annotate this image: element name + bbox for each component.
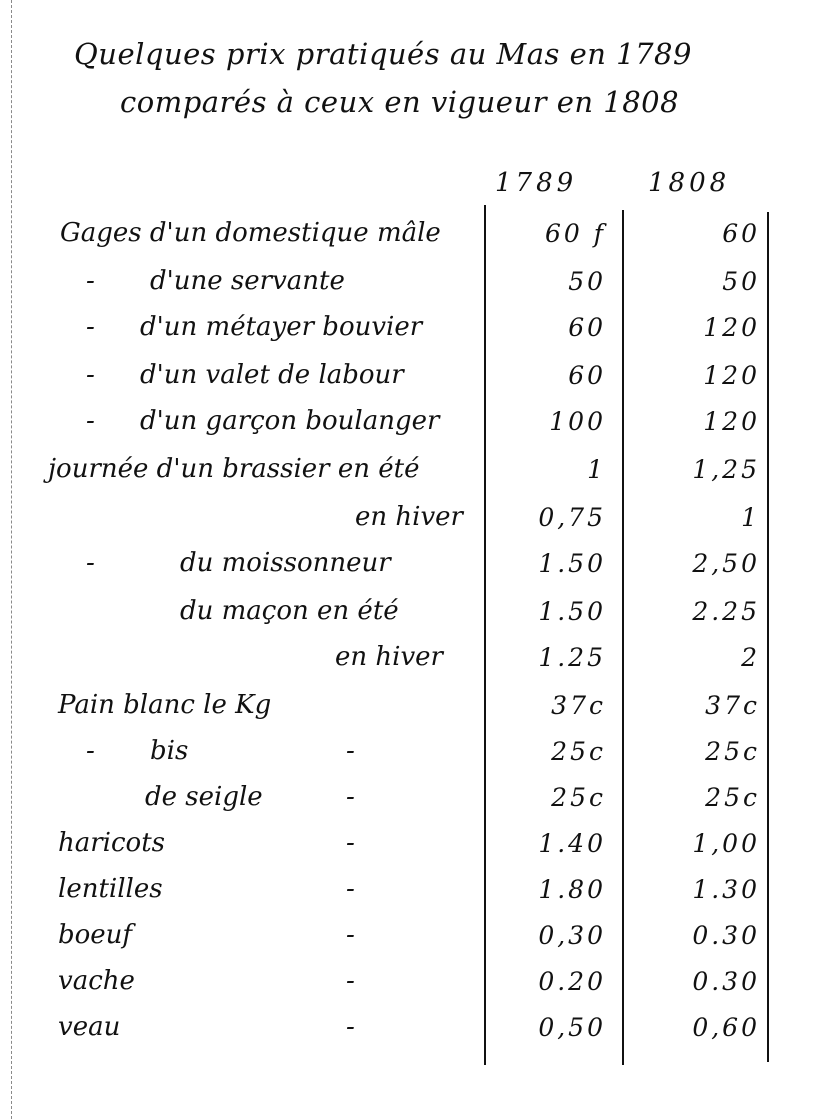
row-label: lentilles <box>58 874 163 904</box>
value-1789: 25c <box>551 737 606 766</box>
row-label: Gages d'un domestique mâle <box>60 218 441 248</box>
table-row <box>0 542 816 588</box>
row-label: d'un garçon boulanger <box>140 406 440 436</box>
ditto-dash: - <box>86 406 95 436</box>
value-1808: 60 <box>722 219 760 248</box>
value-1808: 0,60 <box>692 1013 760 1042</box>
row-label: Pain blanc le Kg <box>58 690 272 720</box>
table-row <box>0 496 816 542</box>
row-label: journée d'un brassier en été <box>48 454 420 484</box>
ditto-dash-unit: - <box>346 782 355 812</box>
row-label: d'un métayer bouvier <box>140 312 423 342</box>
table-row <box>0 260 816 306</box>
value-1789: 60 f <box>544 219 606 248</box>
table-row <box>0 730 816 776</box>
table-row <box>0 448 816 494</box>
ditto-dash: - <box>86 360 95 390</box>
table-row <box>0 636 816 682</box>
value-1789: 37c <box>551 691 606 720</box>
row-label: du maçon en été <box>180 596 399 626</box>
value-1789: 1.50 <box>538 549 606 578</box>
value-1789: 0,75 <box>538 503 606 532</box>
table-row <box>0 354 816 400</box>
value-1808: 0.30 <box>692 921 760 950</box>
table-row <box>0 960 816 1006</box>
value-1808: 120 <box>703 313 760 342</box>
row-label: bis <box>150 736 189 766</box>
row-label: haricots <box>58 828 165 858</box>
value-1808: 25c <box>705 737 760 766</box>
table-row <box>0 822 816 868</box>
ditto-dash-unit: - <box>346 736 355 766</box>
value-1789: 0,30 <box>538 921 606 950</box>
value-1789: 0.20 <box>538 967 606 996</box>
ditto-dash: - <box>86 312 95 342</box>
value-1808: 1 <box>741 503 760 532</box>
ditto-dash-unit: - <box>346 920 355 950</box>
row-label: d'une servante <box>150 266 345 296</box>
value-1789: 1 <box>587 455 606 484</box>
ditto-dash-unit: - <box>346 1012 355 1042</box>
value-1789: 100 <box>549 407 606 436</box>
table-row <box>0 684 816 730</box>
value-1789: 1.40 <box>538 829 606 858</box>
row-label: d'un valet de labour <box>140 360 404 390</box>
table-row <box>0 590 816 636</box>
value-1808: 120 <box>703 407 760 436</box>
value-1789: 60 <box>568 361 606 390</box>
page-title <box>74 30 774 126</box>
year-header-1808: 1808 <box>648 168 731 198</box>
row-label: vache <box>58 966 135 996</box>
row-label: en hiver <box>335 642 443 672</box>
row-label: du moissonneur <box>180 548 391 578</box>
value-1789: 25c <box>551 783 606 812</box>
value-1808: 0.30 <box>692 967 760 996</box>
table-row <box>0 212 816 258</box>
table-row <box>0 868 816 914</box>
table-row <box>0 400 816 446</box>
ditto-dash: - <box>86 736 95 766</box>
value-1808: 1.30 <box>692 875 760 904</box>
value-1789: 1.80 <box>538 875 606 904</box>
title-line-2: comparés à ceux en vigueur en 1808 <box>120 85 680 119</box>
row-label: de seigle <box>145 782 263 812</box>
ditto-dash: - <box>86 548 95 578</box>
value-1808: 2 <box>741 643 760 672</box>
row-label: boeuf <box>58 920 133 950</box>
ditto-dash-unit: - <box>346 874 355 904</box>
value-1808: 1,00 <box>692 829 760 858</box>
value-1789: 1.50 <box>538 597 606 626</box>
year-header-1789: 1789 <box>495 168 578 198</box>
row-label: en hiver <box>355 502 463 532</box>
ditto-dash-unit: - <box>346 966 355 996</box>
table-row <box>0 1006 816 1052</box>
value-1789: 1.25 <box>538 643 606 672</box>
value-1789: 50 <box>568 267 606 296</box>
value-1789: 0,50 <box>538 1013 606 1042</box>
value-1808: 1,25 <box>692 455 760 484</box>
ditto-dash-unit: - <box>346 828 355 858</box>
title-line-1: Quelques prix pratiqués au Mas en 1789 <box>74 37 692 71</box>
value-1808: 50 <box>722 267 760 296</box>
row-label: veau <box>58 1012 121 1042</box>
ditto-dash: - <box>86 266 95 296</box>
value-1808: 37c <box>705 691 760 720</box>
table-row <box>0 306 816 352</box>
table-row <box>0 776 816 822</box>
value-1808: 2,50 <box>692 549 760 578</box>
value-1808: 2.25 <box>692 597 760 626</box>
value-1789: 60 <box>568 313 606 342</box>
table-row <box>0 914 816 960</box>
value-1808: 25c <box>705 783 760 812</box>
value-1808: 120 <box>703 361 760 390</box>
